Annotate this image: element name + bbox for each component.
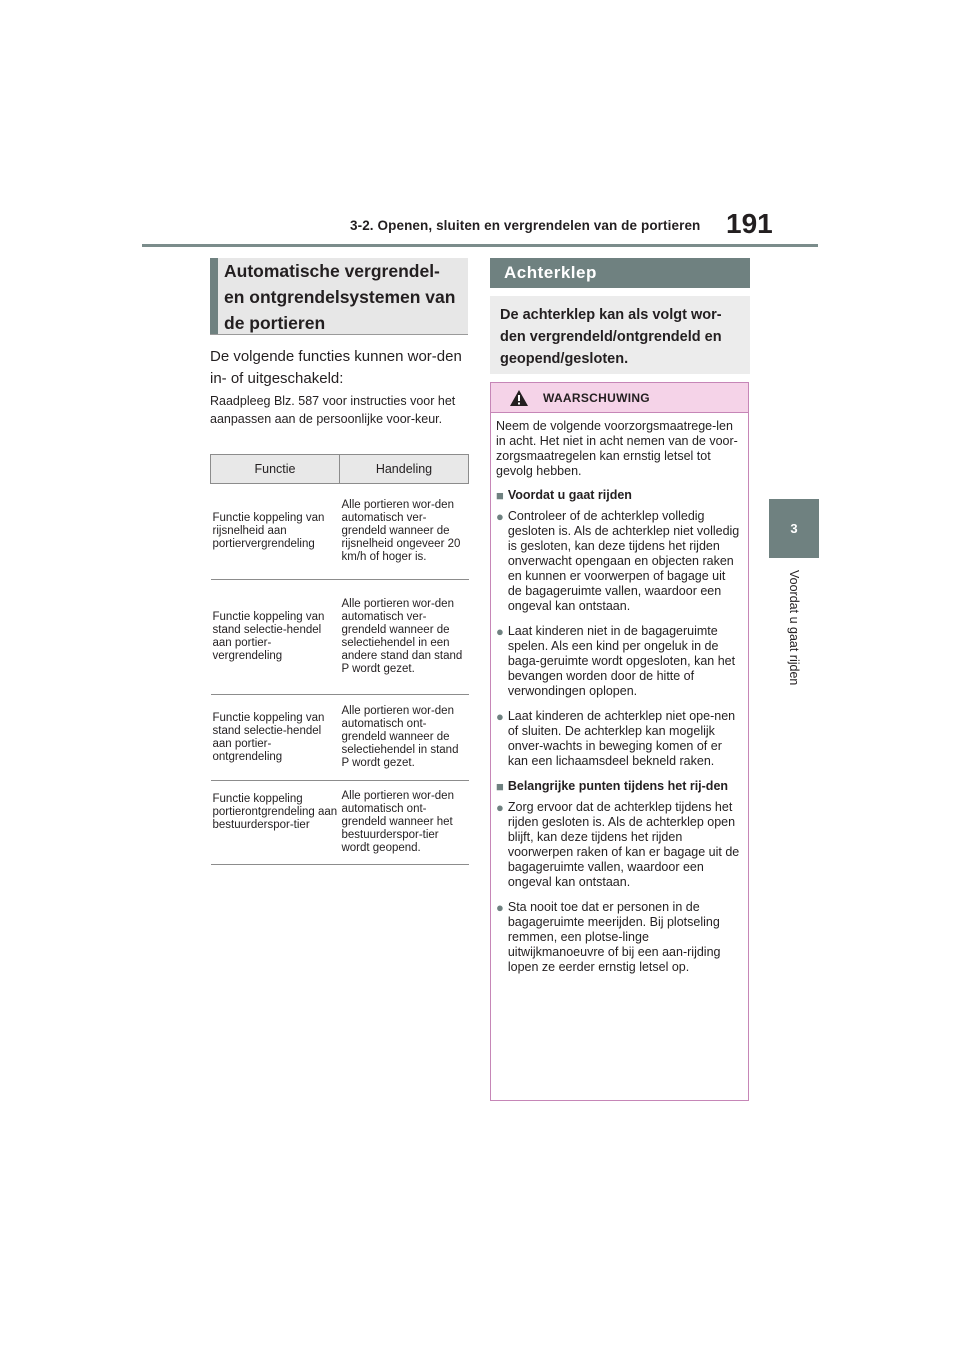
warning-intro: Neem de volgende voorzorgsmaatrege-len in acht. Het niet in acht nemen van de voor-zorgsmaatregelen kan ernstig letsel tot gevolg hebben. (496, 419, 738, 478)
group-title-text: Belangrijke punten tijdens het rij-den (507, 779, 729, 793)
warning-group-title (496, 488, 740, 503)
table-row (211, 781, 469, 865)
section-heading-box (210, 258, 468, 335)
section-heading: Automatische vergrendel- en ontgrendelsystemen van de portieren (224, 261, 456, 333)
table-row (211, 695, 469, 781)
table-row (211, 580, 469, 695)
intro-paragraph: De volgende functies kunnen wor-den in- of uitgeschakeld: (210, 348, 462, 387)
table-row (211, 484, 469, 580)
column-header-functie: Functie (211, 455, 340, 484)
list-item (496, 900, 740, 975)
table-cell: Alle portieren wor-den automatisch ver-grendeld wanneer de rijsnelheid ongeveer 20 km/h of hoger is. (339, 484, 468, 580)
square-bullet-icon: ■ (496, 488, 504, 503)
chapter-number: 3 (790, 521, 798, 536)
reference-note: Raadpleeg Blz. 587 voor instructies voor het aanpassen aan de persoonlijke voor-keur. (210, 394, 456, 426)
list-item-text: Controleer of de achterklep volledig gesloten is. Als de achterklep niet volledig is gesloten, kan deze tijdens het rijden onverwacht opengaan en objecten raken en kunnen er voorwerpen of bagage uit de bagageruimte vallen, waardoor een ongeval kan ontstaan. (507, 509, 740, 613)
circle-bullet-icon: ● (496, 709, 504, 724)
warning-group-title (496, 779, 740, 794)
achterklep-subheading: De achterklep kan als volgt wor-den vergrendeld/ontgrendeld en geopend/gesloten. (490, 296, 750, 374)
table-cell: Alle portieren wor-den automatisch ver-grendeld wanneer de selectiehendel in een andere stand dan stand P wordt gezet. (339, 580, 468, 695)
table-header-row (211, 455, 469, 484)
table-cell: Alle portieren wor-den automatisch ont-grendeld wanneer de selectiehendel in stand P wordt gezet. (339, 695, 468, 781)
warning-triangle-icon (509, 389, 529, 407)
warning-body (496, 419, 740, 985)
list-item-text: Laat kinderen niet in de bagageruimte spelen. Als een kind per ongeluk in de baga-geruimte wordt opgesloten, kan het bevangen worden door de hitte of verwondingen oplopen. (507, 624, 736, 698)
section-heading-accent (210, 258, 218, 334)
list-item (496, 800, 740, 890)
column-header-handeling: Handeling (339, 455, 468, 484)
list-item (496, 509, 740, 614)
chapter-tab (769, 499, 819, 558)
list-item (496, 709, 740, 769)
table-cell: Functie koppeling portierontgrendeling aan bestuurderspor-tier (211, 781, 340, 865)
list-item-text: Sta nooit toe dat er personen in de bagageruimte meerijden. Bij plotseling remmen, een plotse-linge uitwijkmanoeuvre of bij een aan-rijding lopen ze eerder ernstig letsel op. (507, 900, 721, 974)
circle-bullet-icon: ● (496, 509, 504, 524)
table-cell: Functie koppeling van rijsnelheid aan portiervergrendeling (211, 484, 340, 580)
circle-bullet-icon: ● (496, 800, 504, 815)
square-bullet-icon: ■ (496, 779, 504, 794)
group-title-text: Voordat u gaat rijden (507, 488, 632, 502)
page-number: 191 (726, 208, 773, 239)
warning-box (490, 382, 749, 1101)
achterklep-heading: Achterklep (490, 258, 750, 288)
header-divider (142, 244, 818, 247)
running-header-title: 3-2. Openen, sluiten en vergrendelen van de portieren (350, 218, 701, 233)
warning-title: WAARSCHUWING (543, 391, 650, 405)
function-table (210, 454, 469, 865)
circle-bullet-icon: ● (496, 900, 504, 915)
warning-header (491, 383, 748, 413)
list-item (496, 624, 740, 699)
table-cell: Functie koppeling van stand selectie-hendel aan portier-vergrendeling (211, 580, 340, 695)
table-cell: Alle portieren wor-den automatisch ont-grendeld wanneer het bestuurderspor-tier wordt geopend. (339, 781, 468, 865)
list-item-text: Laat kinderen de achterklep niet ope-nen of sluiten. De achterklep kan mogelijk onver-wachts in beweging komen of er kan een lichaamsdeel bekneld raken. (507, 709, 736, 768)
circle-bullet-icon: ● (496, 624, 504, 639)
chapter-label: Voordat u gaat rijden (787, 570, 801, 686)
table-cell: Functie koppeling van stand selectie-hendel aan portier-ontgrendeling (211, 695, 340, 781)
list-item-text: Zorg ervoor dat de achterklep tijdens het rijden gesloten is. Als de achterklep open blijft, kan deze tijdens het rijden voorwerpen raken of kan er bagage uit de bagageruimte vallen, waardoor een ongeval kan ontstaan. (507, 800, 740, 889)
